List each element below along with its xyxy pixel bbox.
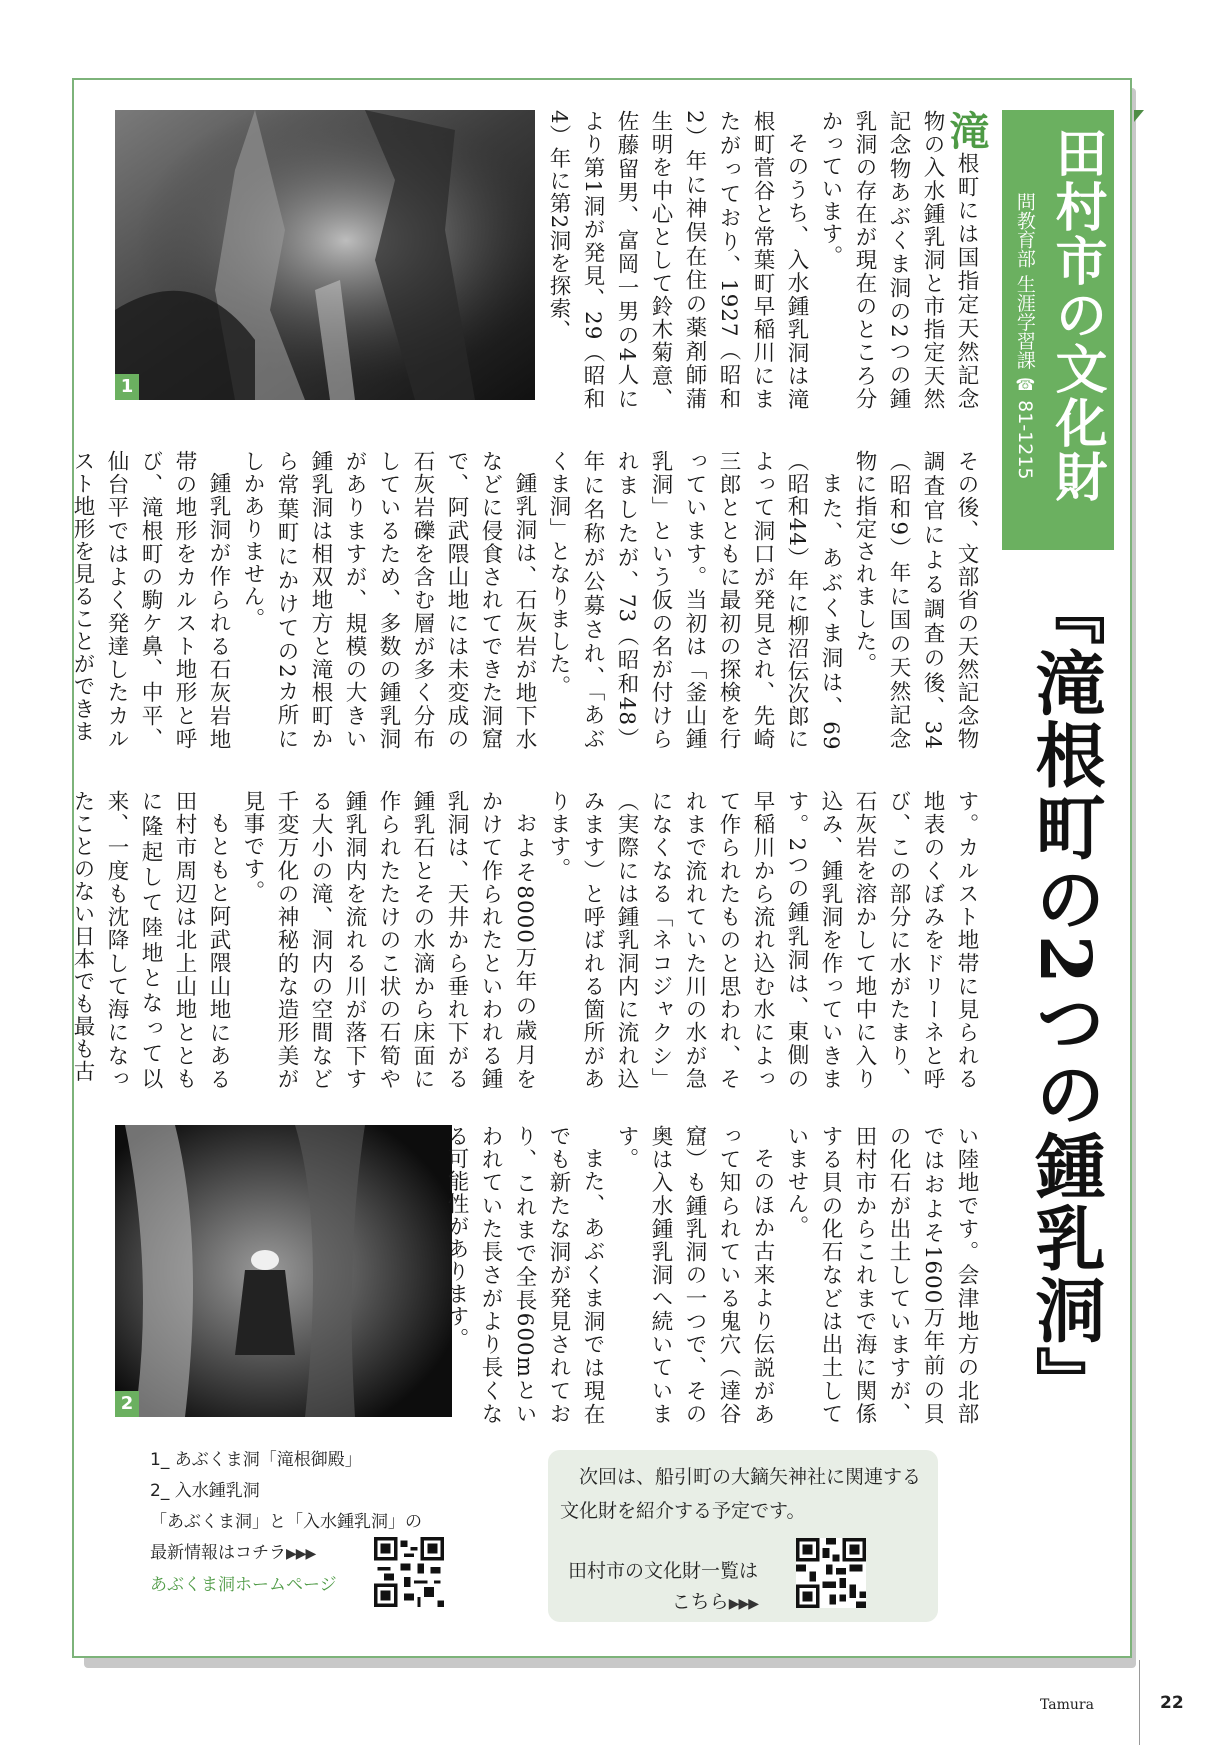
paragraph-11: そのほか古来より伝説があって知られている鬼穴（達谷窟）も鍾乳洞の一つで、その奥は入水鍾乳洞へ続いています。 [614, 1125, 775, 1425]
text-block-3 [70, 790, 983, 1090]
paragraph-2: そのうち、入水鍾乳洞は滝根町菅谷と常葉町早稲川にまたがっており、1927（昭和2）年に神俣在住の薬剤師蒲生明を中心として鈴木菊意、佐藤留男、富岡一男の4人により第1洞が発見、29（昭和4）年に第2洞を探索、 [546, 110, 809, 410]
text-block-2 [70, 450, 983, 750]
qr-code-culture-list[interactable] [796, 1538, 866, 1608]
paragraph-12: また、あぶくま洞では現在でも新たな洞が発見されており、これまで全長600mといわれていた長さがより長くなる可能性があります。 [444, 1125, 605, 1425]
cave-image-1 [115, 110, 535, 400]
list-line-1: 田村市の文化財一覧は [568, 1560, 759, 1582]
culture-list-link[interactable] [568, 1556, 758, 1620]
paragraph-5: 鍾乳洞は、石灰岩が地下水などに侵食されてできた洞窟で、阿武隈山地には未変成の石灰岩礫を含む層が多く分布しているため、多数の鍾乳洞がありますが、規模の大きい鍾乳洞は相双地方と滝根町から常葉町にかけての2カ所にしかありません。 [240, 450, 537, 750]
qr-code-icon [374, 1537, 444, 1607]
paragraph-4: また、あぶくま洞は、69（昭和44）年に柳沼伝次郎によって洞口が発見され、先崎三郎とともに最初の探検を行っています。当初は「釜山鍾乳洞」という仮の名が付けられましたが、73（昭和48）年に名称が公募され、「あぶくま洞」となりました。 [546, 450, 843, 750]
caption-1: 1_ あぶくま洞「滝根御殿」 [150, 1450, 362, 1470]
contact-tel: 81-1215 [1013, 400, 1036, 480]
photo-number-1: 1 [115, 374, 139, 400]
paragraph-10: い陸地です。会津地方の北部ではおよそ1600万年前の貝の化石が出土していますが、田村市からこれまで海に関係する貝の化石などは出土していません。 [784, 1125, 979, 1425]
caption-4: 最新情報はコチラ [150, 1543, 286, 1563]
paragraph-6: 鍾乳洞が作られる石灰岩地帯の地形をカルスト地形と呼び、滝根町の駒ケ鼻、中平、仙台平ではよく発達したカルスト地形を見ることができま [70, 450, 231, 750]
footer-divider [1139, 1660, 1140, 1745]
next-issue-text: 次回は、船引町の大鏑矢神社に関連する文化財を紹介する予定です。 [560, 1466, 922, 1522]
paragraph-7: す。カルスト地帯に見られる地表のくぼみをドリーネと呼び、この部分に水がたまり、石灰岩を溶かして地中に入り込み、鍾乳洞を作っていきます。2つの鍾乳洞は、東側の早稲川から流れ込む水によって作られたものと思われ、それまで流れていた川の水が急になくなる「ネコジャクシ」（実際には鍾乳洞内に流れ込みます）と呼ばれる箇所があります。 [546, 790, 979, 1090]
paragraph-8: およそ8000万年の歳月をかけて作られたといわれる鍾乳洞は、天井から垂れ下がる鍾乳石とその水滴から床面に作られたたけのこ状の石筍や鍾乳洞内を流れる川が落下する大小の滝、洞内の空間など千変万化の神秘的な造形美が見事です。 [240, 790, 537, 1090]
paragraph-3: その後、文部省の天然記念物調査官による調査の後、34（昭和9）年に国の天然記念物に指定されました。 [852, 450, 979, 750]
cave-image-2 [115, 1125, 452, 1417]
text-block-1 [533, 110, 989, 411]
caption-2: 2_ 入水鍾乳洞 [150, 1481, 260, 1501]
magazine-name: Tamura [1040, 1697, 1094, 1713]
caption-3: 「あぶくま洞」と「入水鍾乳洞」の [150, 1512, 422, 1532]
photo-number-2: 2 [115, 1391, 139, 1417]
contact-dept: 問教育部 生涯学習課 [1013, 192, 1036, 370]
text-block-4 [444, 1125, 983, 1425]
article-headline: 『滝根町の2つの鍾乳洞』 [1024, 575, 1107, 1418]
qr-code-abukuma[interactable] [374, 1537, 444, 1607]
photo-cave-2 [115, 1125, 452, 1417]
photo-cave-1 [115, 110, 535, 400]
arrows-icon: ▶▶▶ [728, 1596, 758, 1612]
homepage-link[interactable]: あぶくま洞ホームページ [150, 1575, 337, 1595]
series-title: 田村市の文化財 [1046, 126, 1106, 504]
lead-char: 滝 [943, 110, 989, 153]
contact-info [1014, 192, 1035, 480]
paragraph-9: もともと阿武隈山地にある田村市周辺は北上山地とともに隆起して陸地となって以来、一度も沈降して海になったことのない日本でも最も古 [70, 790, 231, 1090]
list-line-2: こちら [671, 1591, 729, 1613]
page-number: 22 [1160, 1693, 1184, 1713]
arrows-icon: ▶▶▶ [286, 1546, 316, 1562]
phone-icon: ☎ [1015, 375, 1035, 395]
paragraph-1: 根町には国指定天然記念物の入水鍾乳洞と市指定天然記念物あぶくま洞の2つの鍾乳洞の存在が現在のところ分かっています。 [818, 110, 979, 411]
qr-code-icon [796, 1538, 866, 1608]
next-issue-box [548, 1450, 938, 1622]
series-banner [1002, 110, 1114, 550]
banner-fold [1134, 110, 1144, 122]
